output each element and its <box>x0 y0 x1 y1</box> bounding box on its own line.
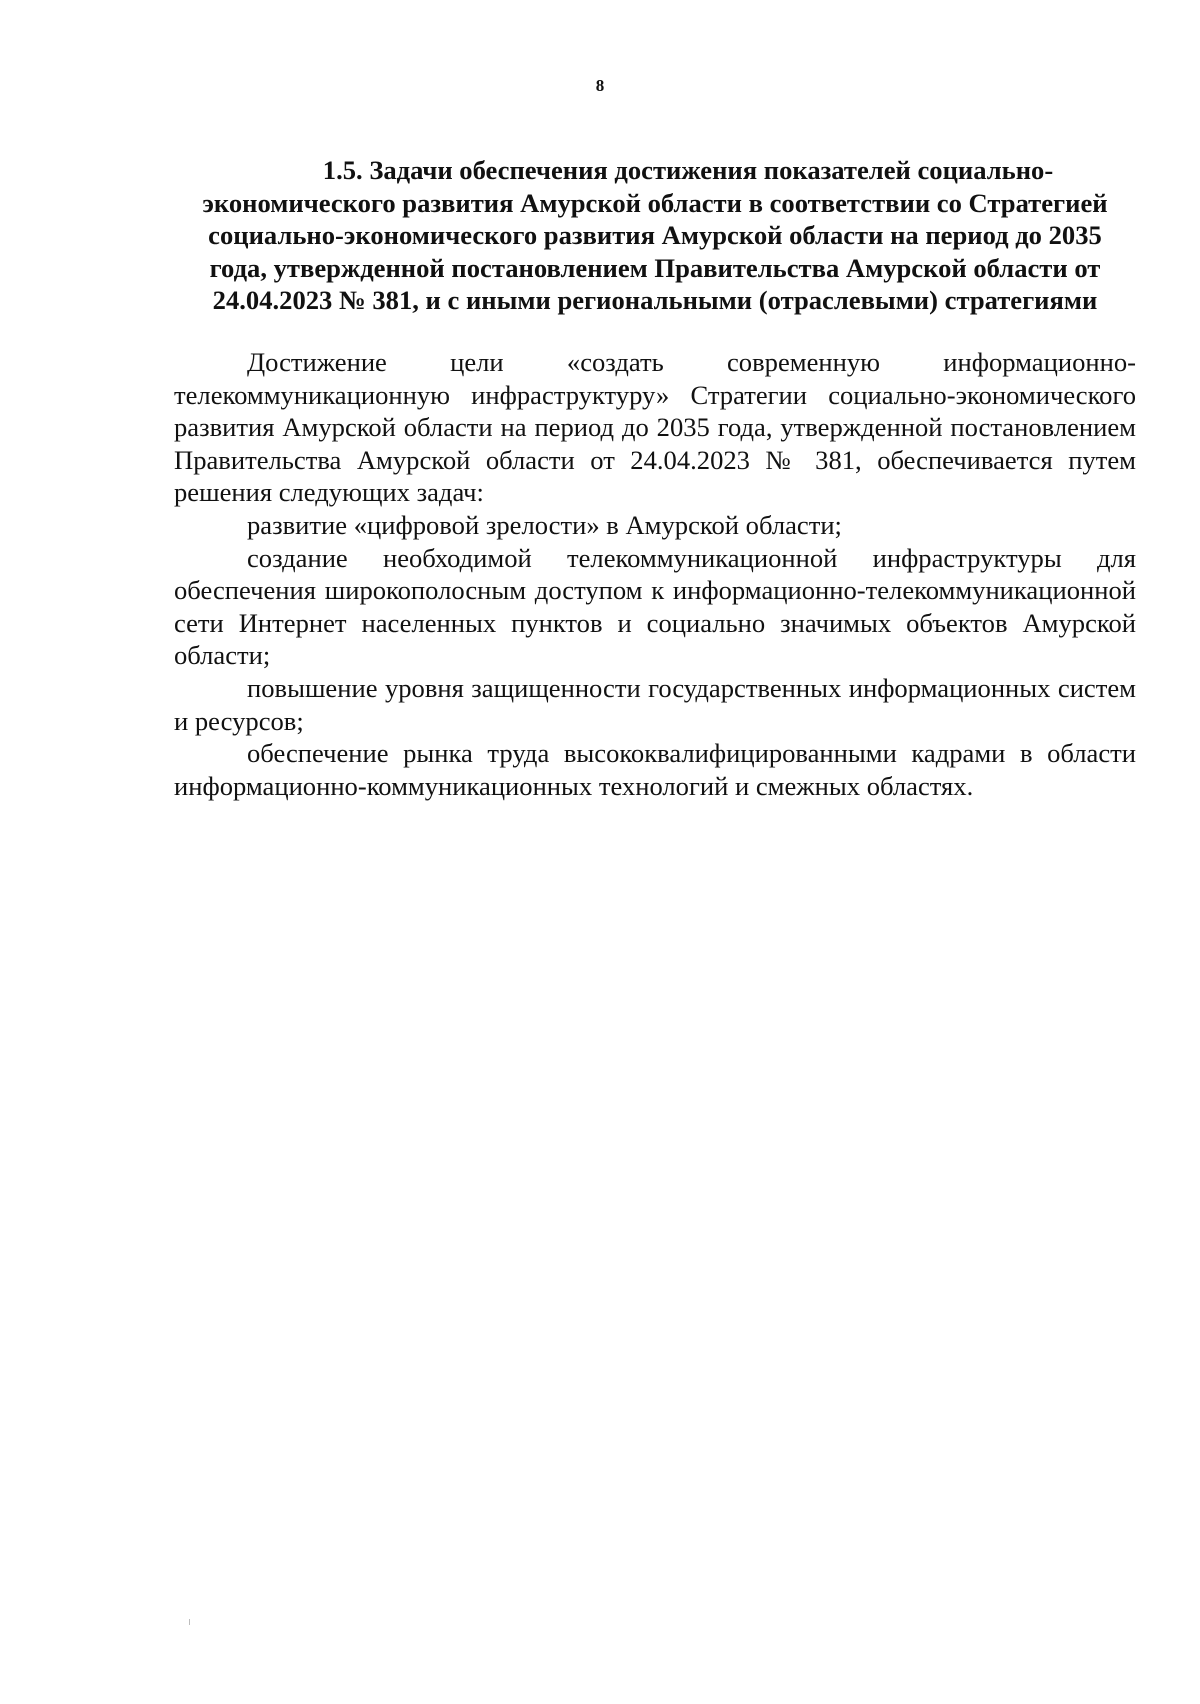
heading-line: 24.04.2023 № 381, и с иными региональными (отраслевыми) стратегиями <box>212 285 1098 315</box>
scan-mark <box>189 1619 190 1625</box>
heading-line: социально-экономического развития Амурской области на период до 2035 <box>208 220 1102 250</box>
section-heading <box>174 154 1136 317</box>
task-item: создание необходимой телекоммуникационной инфраструктуры для обеспечения широкополосным доступом к информационно-телекоммуникационной сети Интернет населенных пунктов и социально значимых объектов Амурской области; <box>174 542 1136 671</box>
task-item: обеспечение рынка труда высококвалифицированными кадрами в области информационно-коммуникационных технологий и смежных областях. <box>174 738 1136 801</box>
heading-line: 1.5. Задачи обеспечения достижения показателей социально- <box>322 155 1054 185</box>
page-number: 8 <box>595 76 605 95</box>
task-item: повышение уровня защищенности государственных информационных систем и ресурсов; <box>174 672 1136 736</box>
task-item: развитие «цифровой зрелости» в Амурской области; <box>247 509 842 540</box>
goal-paragraph: Достижение цели «создать современную информационно-телекоммуникационную инфраструктуру» Стратегии социально-экономического развития Амурской области на период до 2035 года, утвержденной постановлением Правительства Амурской области от 24.04.2023 № 381, обеспечивается путем решения следующих задач: <box>174 347 1136 508</box>
heading-line: экономического развития Амурской области в соответствии со Стратегией <box>202 187 1108 218</box>
body-text <box>174 346 1136 802</box>
heading-line: года, утвержденной постановлением Правительства Амурской области от <box>209 252 1101 283</box>
